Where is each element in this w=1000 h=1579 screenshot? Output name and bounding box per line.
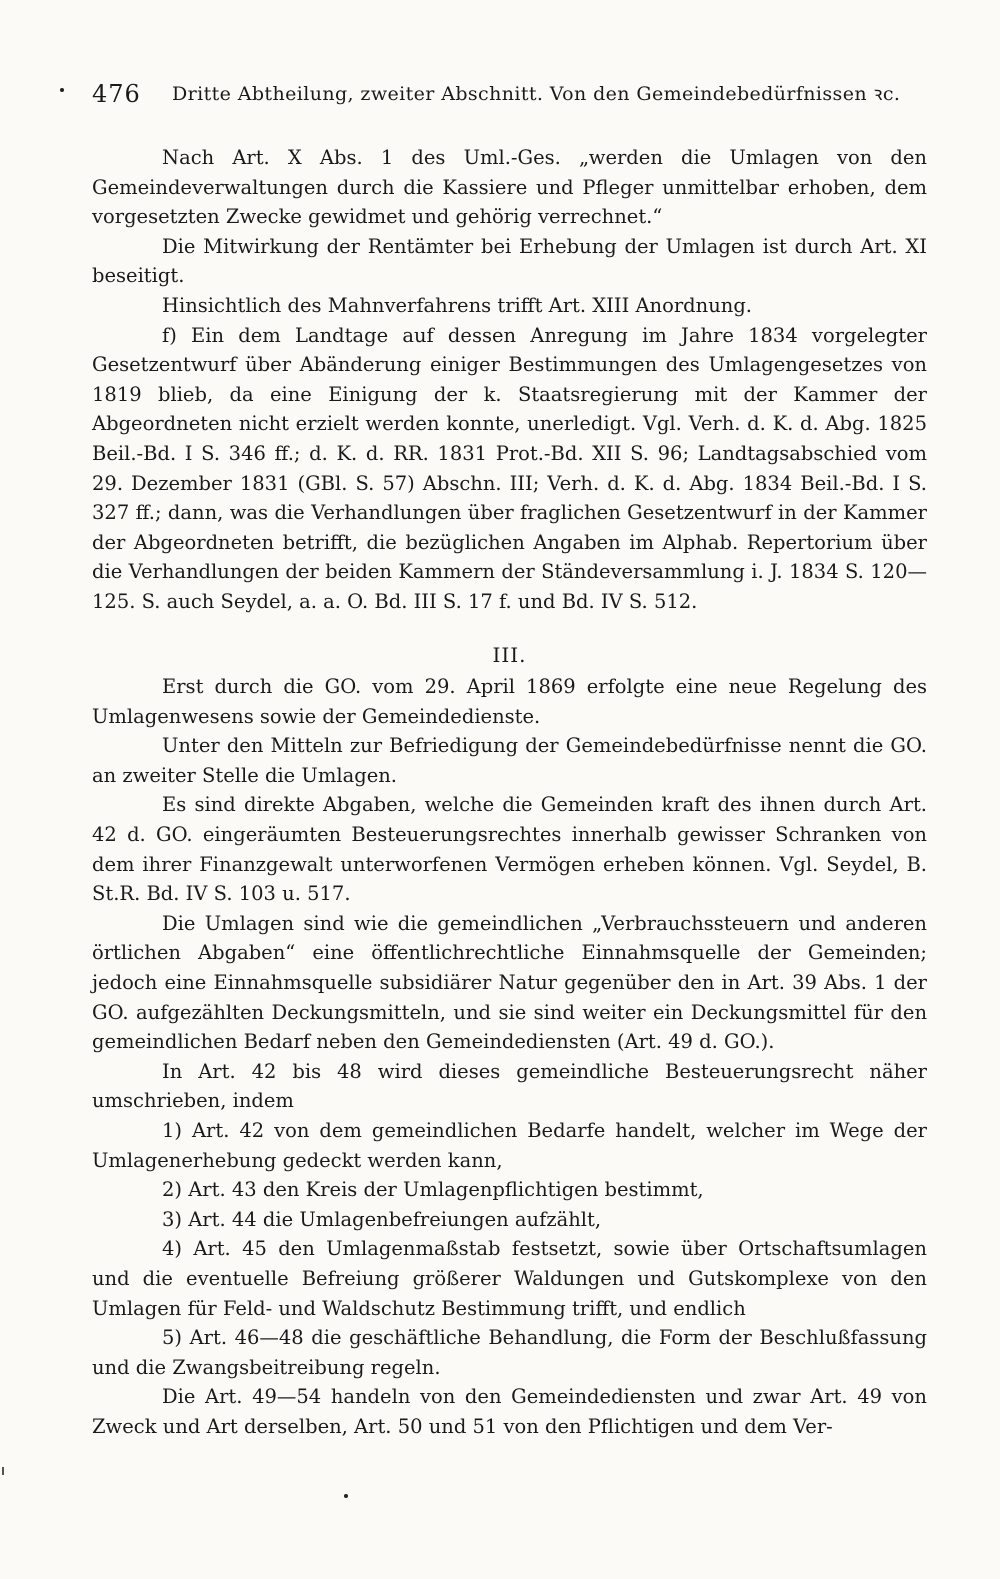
running-title: Dritte Abtheilung, zweiter Abschnitt. Von den Gemeindebedürfnissen ꝛc. <box>172 83 901 105</box>
list-item: 2) Art. 43 den Kreis der Umlagenpflichtigen bestimmt, <box>162 1178 704 1202</box>
body-text <box>92 143 927 1442</box>
paragraph: In Art. 42 bis 48 wird dieses gemeindliche Besteuerungsrecht näher umschrieben, indem <box>92 1059 927 1113</box>
paragraph: Hinsichtlich des Mahnverfahrens trifft Art. XIII Anordnung. <box>162 293 753 317</box>
paragraph: f) Ein dem Landtage auf dessen Anregung im Jahre 1834 vorgelegter Gesetzentwurf über Abänderung einiger Bestimmungen des Umlagengesetzes von 1819 blieb, da eine Einigung der k. Staatsregierung mit der Kammer der Abgeordneten nicht erzielt werden konnte, unerledigt. Vgl. Verh. d. K. d. Abg. 1825 Beil.-Bd. I S. 346 ff.; d. K. d. RR. 1831 Prot.-Bd. XII S. 96; Landtagsabschied vom 29. Dezember 1831 (GBl. S. 57) Abschn. III; Verh. d. K. d. Abg. 1834 Beil.-Bd. I S. 327 ff.; dann, was die Verhandlungen über fraglichen Gesetzentwurf in der Kammer der Abgeordneten betrifft, die bezüglichen Angaben im Alphab. Repertorium über die Verhandlungen der beiden Kammern der Ständeversammlung i. J. 1834 S. 120—125. S. auch Seydel, a. a. O. Bd. III S. 17 f. und Bd. IV S. 512. <box>92 323 927 613</box>
margin-dot <box>60 88 64 92</box>
page-header <box>92 74 927 114</box>
document-page <box>92 74 927 1442</box>
paragraph: Die Art. 49—54 handeln von den Gemeindediensten und zwar Art. 49 von Zweck und Art derselben, Art. 50 und 51 von den Pflichtigen und dem Ver- <box>92 1385 927 1438</box>
scan-artifact-dot <box>344 1494 348 1498</box>
paragraph: Nach Art. X Abs. 1 des Uml.-Ges. „werden die Umlagen von den Gemeindeverwaltungen durch die Kassiere und Pfleger unmittelbar erhoben, dem vorgesetzten Zwecke gewidmet und gehörig verrechnet.“ <box>92 146 927 229</box>
list-item: 1) Art. 42 von dem gemeindlichen Bedarfe handelt, welcher im Wege der Umlagenerhebung gedeckt werden kann, <box>92 1119 927 1172</box>
paragraph: Die Umlagen sind wie die gemeindlichen „Verbrauchssteuern und anderen örtlichen Abgaben“ eine öffentlichrechtliche Einnahmsquelle der Gemeinden; jedoch eine Einnahmsquelle subsidiärer Natur gegenüber den in Art. 39 Abs. 1 der GO. aufgezählten Deckungsmitteln, und sie sind weiter ein Deckungsmittel für den gemeindlichen Bedarf neben den Gemeindediensten (Art. 49 d. GO.). <box>92 911 927 1054</box>
paragraph: Unter den Mitteln zur Befriedigung der Gemeindebedürfnisse nennt die GO. an zweiter Stelle die Umlagen. <box>92 734 927 787</box>
section-heading: III. <box>492 642 527 667</box>
list-item: 4) Art. 45 den Umlagenmaßstab festsetzt, sowie über Ortschaftsumlagen und die eventuelle Befreiung größerer Waldungen und Gutskomplexe von den Umlagen für Feld- und Waldschutz Bestimmung trifft, und endlich <box>92 1237 927 1320</box>
scan-artifact <box>2 1467 4 1475</box>
page-number: 476 <box>92 80 141 108</box>
list-item: 5) Art. 46—48 die geschäftliche Behandlung, die Form der Beschlußfassung und die Zwangsbeitreibung regeln. <box>92 1326 927 1379</box>
paragraph: Die Mitwirkung der Rentämter bei Erhebung der Umlagen ist durch Art. XI beseitigt. <box>92 234 927 288</box>
paragraph: Es sind direkte Abgaben, welche die Gemeinden kraft des ihnen durch Art. 42 d. GO. eingeräumten Besteuerungsrechtes innerhalb gewisser Schranken von dem ihrer Finanzgewalt unterworfenen Vermögen erheben können. Vgl. Seydel, B. St.R. Bd. IV S. 103 u. 517. <box>92 793 927 906</box>
paragraph: Erst durch die GO. vom 29. April 1869 erfolgte eine neue Regelung des Umlagenwesens sowie der Gemeindedienste. <box>92 675 927 728</box>
list-item: 3) Art. 44 die Umlagenbefreiungen aufzählt, <box>162 1207 602 1231</box>
